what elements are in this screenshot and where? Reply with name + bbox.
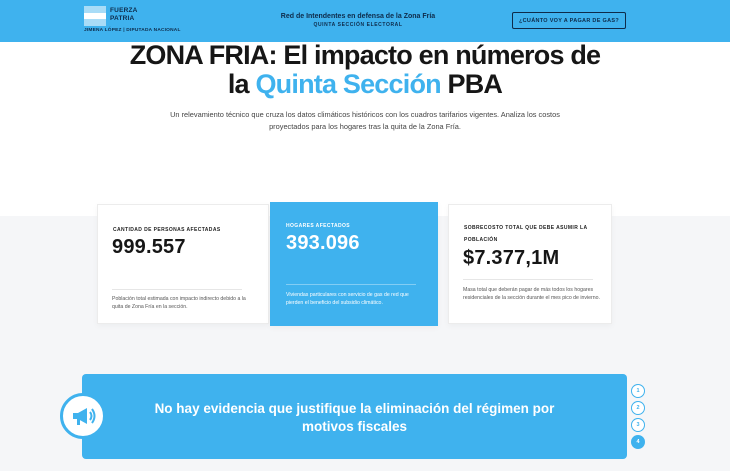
step-4-button[interactable]: 4 (631, 435, 645, 449)
title-highlight: Quinta Sección (255, 69, 441, 99)
hero-description: Un relevamiento técnico que cruza los datos climáticos históricos con los cuadros tarifarios vigentes. Analiza los costos proyectados para los hogares tras la quita de la Zona Fría. (170, 110, 560, 131)
divider (286, 284, 416, 285)
step-1-button[interactable]: 1 (631, 384, 645, 398)
gas-calculator-button[interactable]: ¿CUÁNTO VOY A PAGAR DE GAS? (512, 12, 626, 29)
step-2-button[interactable]: 2 (631, 401, 645, 415)
stat-value: 999.557 (112, 236, 186, 258)
title-post: PBA (440, 69, 503, 99)
stat-description: Población total estimada con impacto indirecto debido a la quita de Zona Fría en la sección. (112, 296, 246, 310)
logo-subtitle: JIMENA LÓPEZ | DIPUTADA NACIONAL (84, 28, 181, 33)
header-subtitle: QUINTA SECCIÓN ELECTORAL (313, 22, 403, 28)
title-pre: la (227, 69, 256, 99)
header-center (258, 13, 458, 28)
stat-label: HOGARES AFECTADOS (286, 223, 351, 229)
header-title: Red de Intendentes en defensa de la Zona Fría (280, 13, 436, 20)
logo-line-1: FUERZA (110, 7, 138, 14)
divider (112, 289, 242, 290)
stat-card-overcost (448, 204, 612, 324)
stat-description: Masa total que deberán pagar de más todos los hogares residenciales de la sección durante el mes pico de invierno. (463, 287, 600, 301)
stat-label: SOBRECOSTO TOTAL QUE DEBE ASUMIR LA POBLACIÓN (464, 225, 588, 243)
fuerza-patria-logo[interactable] (84, 6, 184, 36)
stat-value: 393.096 (286, 232, 360, 254)
stat-label: CANTIDAD DE PERSONAS AFECTADAS (113, 227, 221, 233)
top-header (0, 0, 730, 42)
stat-value: $7.377,1M (463, 247, 560, 269)
stat-card-people (97, 204, 269, 324)
stat-description: Viviendas particulares con servicio de gas de red que pierden el beneficio del subsidio climático. (286, 292, 409, 306)
megaphone-icon (60, 393, 106, 439)
step-navigation (631, 384, 647, 452)
step-3-button[interactable]: 3 (631, 418, 645, 432)
flag-icon (84, 6, 106, 26)
logo-line-2: PATRIA (110, 15, 135, 22)
title-line-1: ZONA FRIA: El impacto en números de (129, 40, 601, 70)
page-title (100, 41, 630, 99)
callout-banner (82, 374, 627, 459)
divider (463, 279, 593, 280)
callout-text: No hay evidencia que justifique la eliminación del régimen por motivos fiscales (154, 401, 555, 434)
stat-card-households (270, 202, 438, 326)
logo-text (110, 7, 138, 23)
